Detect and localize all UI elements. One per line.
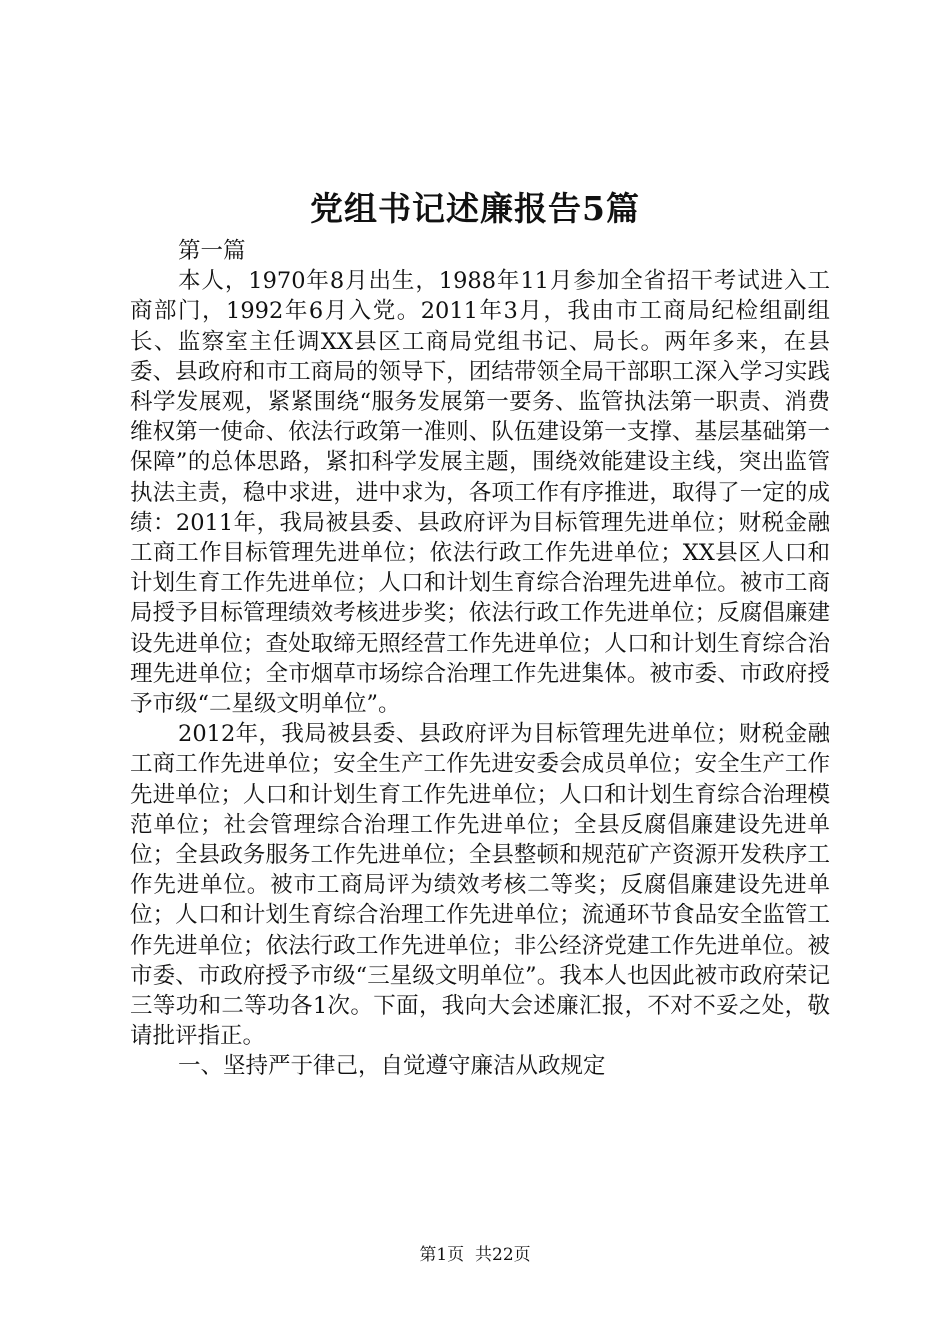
document-title: 党组书记述廉报告5篇: [310, 189, 640, 228]
page-total: 共22页: [475, 1245, 531, 1265]
document-body: [130, 236, 830, 1082]
paragraph-2: 2012年，我局被县委、县政府评为目标管理先进单位；财税金融工商工作先进单位；安全生产工作先进安委会成员单位；安全生产工作先进单位；人口和计划生育工作先进单位；人口和计划生育综合治理模范单位；社会管理综合治理工作先进单位；全县反腐倡廉建设先进单位；全县政务服务工作先进单位；全县整顿和规范矿产资源开发秩序工作先进单位。被市工商局评为绩效考核二等奖；反腐倡廉建设先进单位；人口和计划生育综合治理工作先进单位；流通环节食品安全监管工作先进单位；依法行政工作先进单位；非公经济党建工作先进单位。被市委、市政府授予市级“三星级文明单位”。我本人也因此被市政府荣记三等功和二等功各1次。下面，我向大会述廉汇报，不对不妥之处，敬请批评指正。: [130, 721, 830, 1050]
page-footer: [0, 1244, 950, 1266]
section-heading: 一、坚持严于律己，自觉遵守廉洁从政规定: [178, 1053, 606, 1080]
section-label: 第一篇: [178, 238, 246, 264]
paragraph-1: 本人，1970年8月出生，1988年11月参加全省招干考试进入工商部门，1992年6月入党。2011年3月，我由市工商局纪检组副组长、监察室主任调XX县区工商局党组书记、局长。两年多来，在县委、县政府和市工商局的领导下，团结带领全局干部职工深入学习实践科学发展观，紧紧围绕“服务发展第一要务、监管执法第一职责、消费维权第一使命、依法行政第一准则、队伍建设第一支撑、基层基础第一保障”的总体思路，紧扣科学发展主题，围绕效能建设主线，突出监管执法主责，稳中求进，进中求为，各项工作有序推进，取得了一定的成绩：2011年，我局被县委、县政府评为目标管理先进单位；财税金融工商工作目标管理先进单位；依法行政工作先进单位；XX县区人口和计划生育工作先进单位；人口和计划生育综合治理先进单位。被市工商局授予目标管理绩效考核进步奖；依法行政工作先进单位；反腐倡廉建设先进单位；查处取缔无照经营工作先进单位；人口和计划生育综合治理先进单位；全市烟草市场综合治理工作先进集体。被市委、市政府授予市级“二星级文明单位”。: [130, 268, 830, 718]
page-number: 第1页: [419, 1245, 465, 1265]
